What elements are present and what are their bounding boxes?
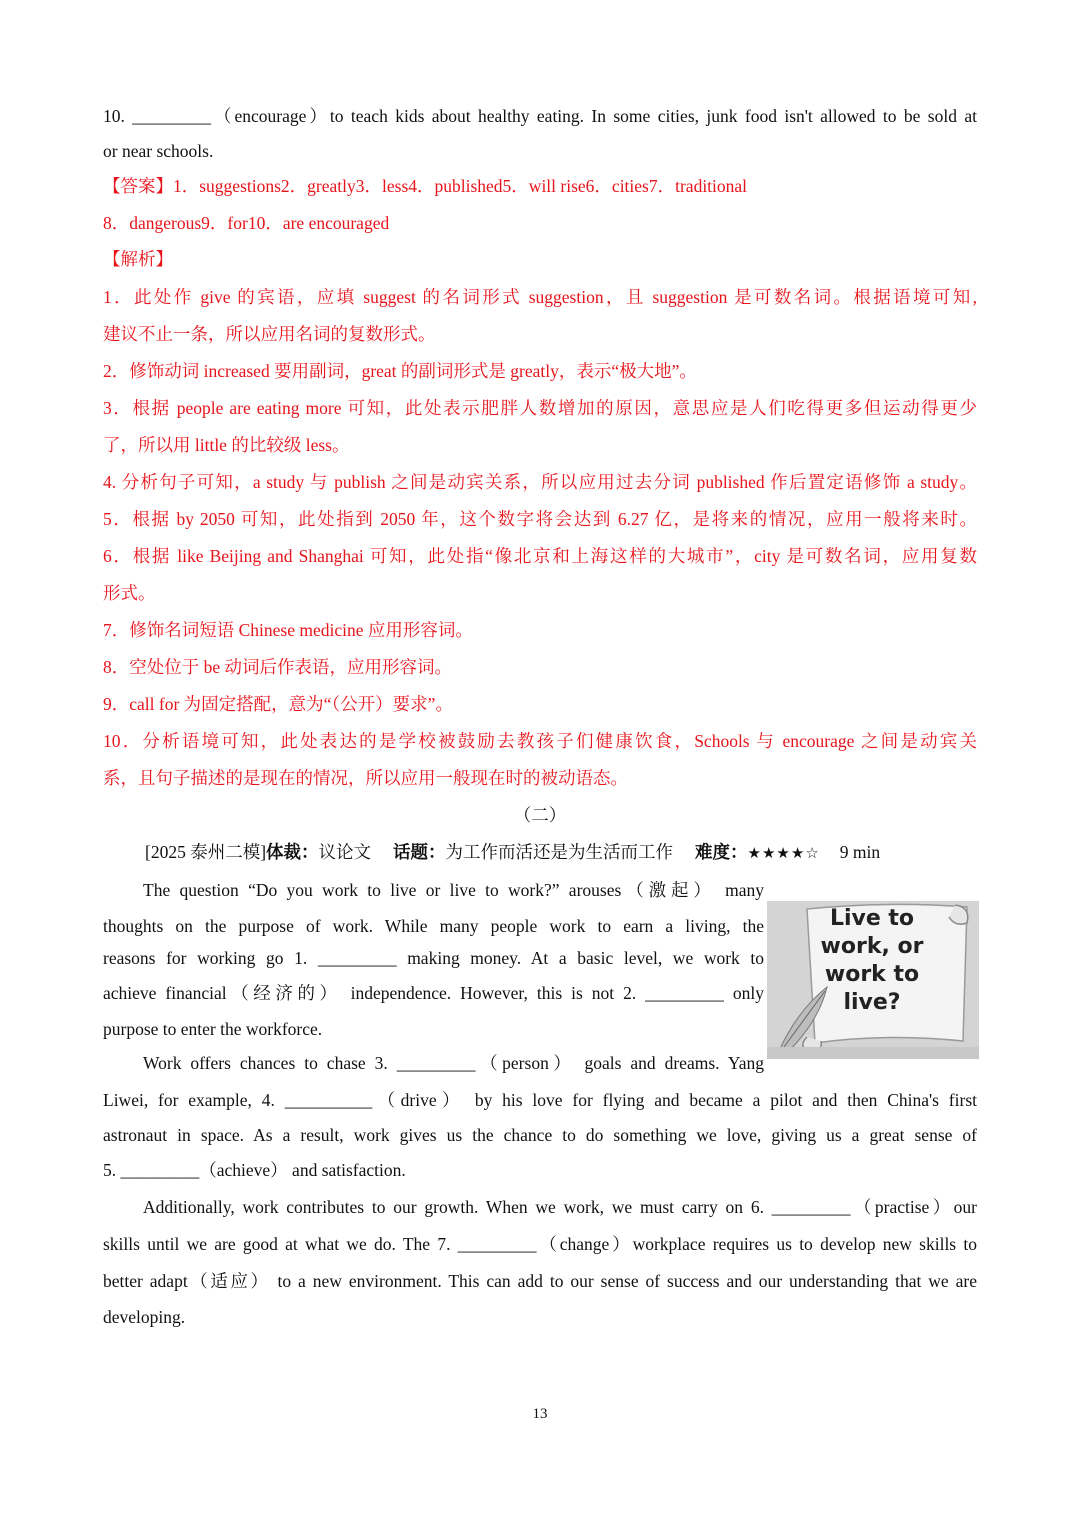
analysis-line: 9．call for 为固定搭配，意为“（公开）要求”。: [103, 694, 453, 714]
passage-line: purpose to enter the workforce.: [103, 1019, 323, 1039]
scroll-caption: [797, 905, 947, 1017]
analysis-line: 5．根据 by 2050 可知，此处指到 2050 年，这个数字将会达到 6.27 亿，是将来的情况，应用一般将来时。: [103, 509, 977, 529]
caption-line: Live to: [829, 906, 915, 931]
passage-line: Liwei, for example, 4. __________（drive） by his love for flying and became a pilot and then China's first: [103, 1090, 977, 1110]
difficulty-stars: ★★★★☆: [747, 846, 820, 862]
meta-difficulty-label: 难度：: [695, 842, 748, 862]
passage-line: 5. _________（achieve） and satisfaction.: [103, 1160, 406, 1180]
page-number: 13: [532, 1406, 548, 1422]
passage-line: astronaut in space. As a result, work gives us the chance to do something we love, giving us a great sense of: [103, 1125, 977, 1145]
analysis-line: 2．修饰动词 increased 要用副词，great 的副词形式是 greatly，表示“极大地”。: [103, 361, 697, 381]
section-title: （二）: [513, 805, 567, 825]
question-10-line-cont: or near schools.: [103, 141, 214, 161]
passage-line: reasons for working go 1. _________ making money. At a basic level, we work to: [103, 948, 764, 968]
question-10-line: 10. _________（encourage）to teach kids about healthy eating. In some cities, junk food isn't allowed to be sold at: [103, 106, 977, 126]
analysis-line: 建议不止一条，所以应用名词的复数形式。: [103, 324, 436, 344]
meta-topic: 为工作而活还是为生活而工作: [445, 842, 674, 862]
analysis-header: 【解析】: [103, 249, 173, 269]
meta-topic-label: 话题：: [393, 842, 446, 862]
passage-line: Additionally, work contributes to our growth. When we work, we must carry on 6. _________（practise）our: [143, 1197, 977, 1217]
meta-genre: 议论文: [318, 842, 372, 862]
analysis-line: 8．空处位于 be 动词后作表语，应用形容词。: [103, 657, 453, 677]
analysis-line: 7．修饰名词短语 Chinese medicine 应用形容词。: [103, 620, 473, 640]
passage-meta: [145, 840, 977, 866]
meta-source: [2025 泰州二模]: [145, 842, 267, 862]
caption-line: work to: [824, 962, 920, 987]
passage-line: Work offers chances to chase 3. _________（person） goals and dreams. Yang: [143, 1053, 764, 1073]
analysis-line: 10．分析语境可知，此处表达的是学校被鼓励去教孩子们健康饮食，Schools 与 encourage 之间是动宾关: [103, 731, 977, 751]
passage-line: skills until we are good at what we do. The 7. _________（change）workplace requires us to develop new skills to: [103, 1234, 977, 1254]
caption-line: live?: [843, 990, 901, 1015]
caption-line: work, or: [820, 934, 924, 959]
passage-line: achieve financial（经济的） independence. However, this is not 2. _________ only: [103, 983, 764, 1003]
meta-time: 9 min: [839, 842, 881, 862]
analysis-line: 了，所以用 little 的比较级 less。: [103, 435, 350, 455]
passage-line: thoughts on the purpose of work. While many people work to earn a living, the: [103, 916, 764, 936]
answer-line-2: 8．dangerous9．for10．are encouraged: [103, 213, 390, 233]
analysis-line: 系，且句子描述的是现在的情况，所以应用一般现在时的被动语态。: [103, 768, 628, 788]
answer-line-1: 【答案】1．suggestions2．greatly3．less4．published5．will rise6．cities7．traditional: [103, 176, 748, 196]
passage-line: The question “Do you work to live or live to work?” arouses（激起） many: [143, 880, 764, 900]
analysis-line: 4. 分析句子可知，a study 与 publish 之间是动宾关系，所以应用过去分词 published 作后置定语修饰 a study。: [103, 472, 977, 492]
meta-genre-label: 体裁：: [266, 842, 319, 862]
passage-line: developing.: [103, 1307, 186, 1327]
analysis-line: 3．根据 people are eating more 可知，此处表示肥胖人数增加的原因，意思应是人们吃得更多但运动得更少: [103, 398, 977, 418]
analysis-line: 1．此处作 give 的宾语，应填 suggest 的名词形式 suggestion，且 suggestion 是可数名词。根据语境可知,: [103, 287, 977, 307]
passage-line: better adapt（适应） to a new environment. This can add to our sense of success and our understanding that we are: [103, 1271, 977, 1291]
analysis-line: 6．根据 like Beijing and Shanghai 可知，此处指“像北京和上海这样的大城市”，city 是可数名词，应用复数: [103, 546, 977, 566]
analysis-line: 形式。: [103, 583, 156, 603]
